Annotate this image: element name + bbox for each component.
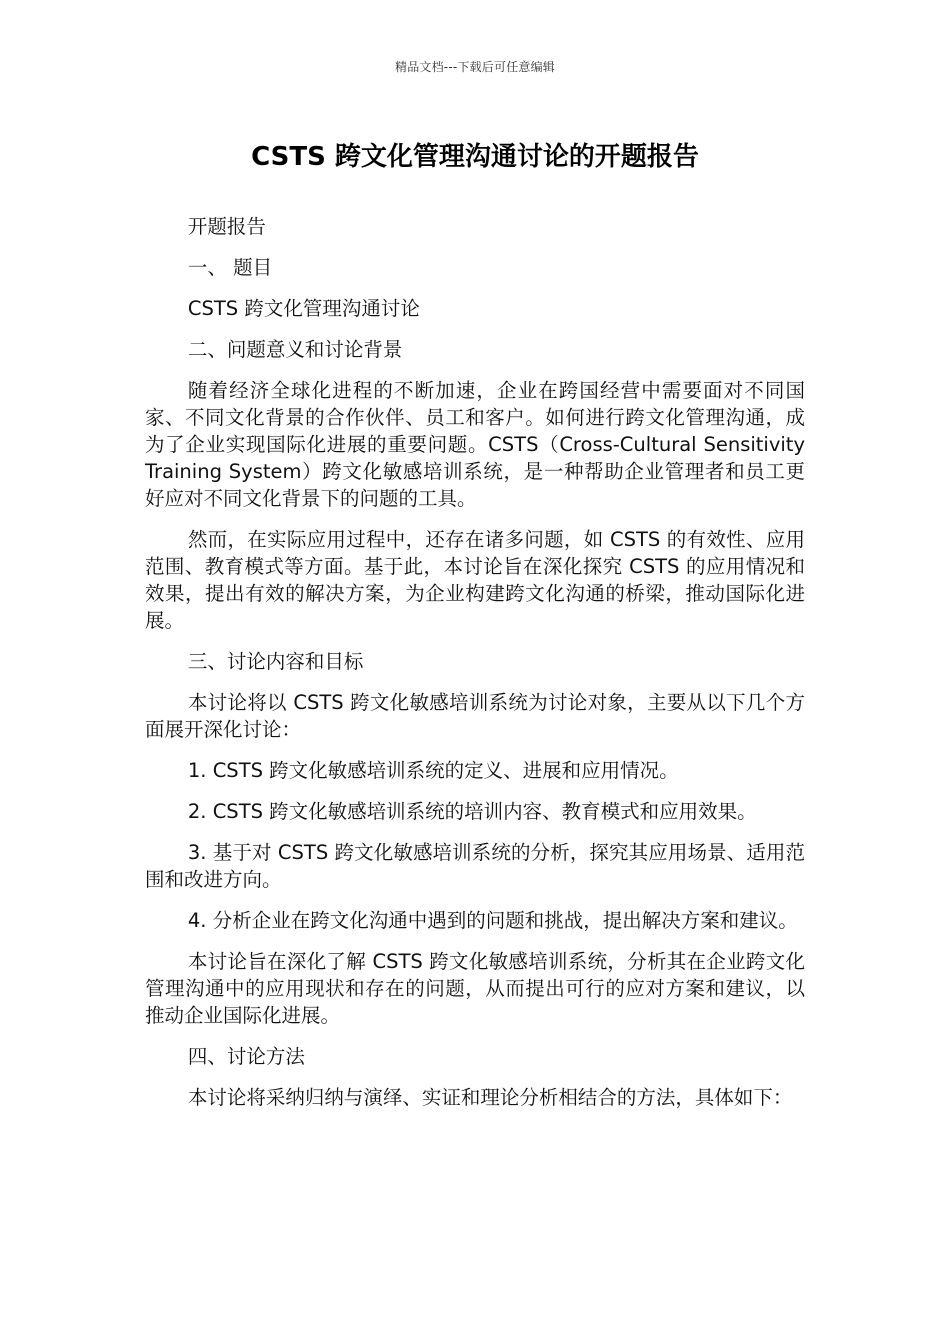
- paragraph-background-1: 随着经济全球化进程的不断加速，企业在跨国经营中需要面对不同国家、不同文化背景的合作伙伴、员工和客户。如何进行跨文化管理沟通，成为了企业实现国际化进展的重要问题。CSTS（Cross-Cultural Sensitivity Training System）跨文化敏感培训系统，是一种帮助企业管理者和员工更好应对不同文化背景下的问题的工具。: [145, 379, 805, 510]
- paragraph-background-2: 然而，在实际应用过程中，还存在诸多问题，如 CSTS 的有效性、应用范围、教育模式等方面。基于此，本讨论旨在深化探究 CSTS 的应用情况和效果，提出有效的解决方案，为企业构建跨文化沟通的桥梁，推动国际化进展。: [145, 528, 805, 632]
- header-note: 精品文档---下载后可任意编辑: [395, 60, 555, 74]
- section-label-report: 开题报告: [187, 215, 266, 238]
- paragraph-content-goal: 本讨论旨在深化了解 CSTS 跨文化敏感培训系统，分析其在企业跨文化管理沟通中的应用现状和存在的问题，从而提出可行的应对方案和建议，以推动企业国际化进展。: [145, 950, 805, 1027]
- list-item-3: 3. 基于对 CSTS 跨文化敏感培训系统的分析，探究其应用场景、适用范围和改进方向。: [145, 841, 805, 891]
- document-title: CSTS 跨文化管理沟通讨论的开题报告: [251, 142, 699, 172]
- topic-text: CSTS 跨文化管理沟通讨论: [187, 297, 420, 320]
- list-item-1: 1. CSTS 跨文化敏感培训系统的定义、进展和应用情况。: [187, 759, 679, 782]
- section-heading-method: 四、讨论方法: [187, 1045, 305, 1068]
- section-heading-topic: 一、 题目: [187, 256, 273, 279]
- paragraph-method: 本讨论将采纳归纳与演绎、实证和理论分析相结合的方法，具体如下：: [187, 1086, 793, 1109]
- section-heading-content: 三、讨论内容和目标: [187, 650, 364, 673]
- list-item-4: 4. 分析企业在跨文化沟通中遇到的问题和挑战，提出解决方案和建议。: [187, 909, 798, 932]
- section-heading-background: 二、问题意义和讨论背景: [187, 338, 403, 361]
- paragraph-content-intro: 本讨论将以 CSTS 跨文化敏感培训系统为讨论对象，主要从以下几个方面展开深化讨论：: [145, 691, 805, 741]
- list-item-2: 2. CSTS 跨文化敏感培训系统的培训内容、教育模式和应用效果。: [187, 800, 757, 823]
- document-body: [145, 213, 805, 1125]
